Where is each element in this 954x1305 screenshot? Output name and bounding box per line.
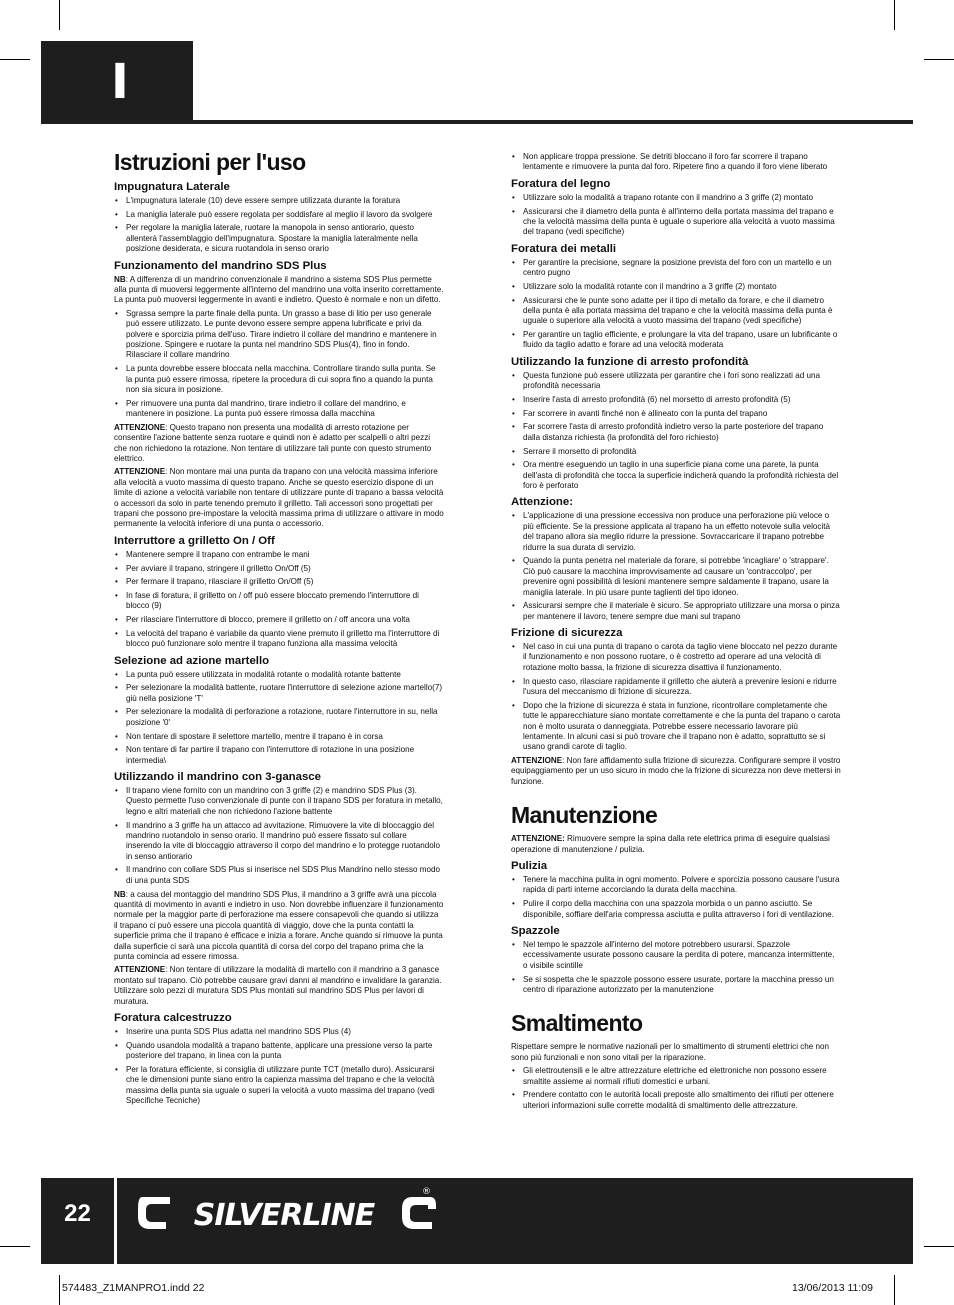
crop-mark [0,1246,30,1247]
list-frizione [511,642,841,753]
heading-pulizia: Pulizia [511,860,548,873]
heading-metalli: Foratura dei metalli [511,242,617,255]
heading-ganasce: Utilizzando il mandrino con 3-ganasce [114,771,321,784]
list-right-top [511,152,841,173]
list-smaltimento [511,1066,841,1111]
crop-mark [924,1246,954,1247]
list-item: • Assicurarsi che il diametro della punta è all'interno della portata massima del trapano e che la velocità massima della punta è uguale o superiore alla velocità a vuoto massima del trapano (vedi specifiche) [511,207,841,238]
list-ganasce [114,786,444,886]
list-item: • Il mandrino con collare SDS Plus si inserisce nel SDS Plus Mandrino nello stesso modo di una punta SDS [114,865,444,886]
list-item: • Per fermare il trapano, rilasciare il grilletto On/Off (5) [114,577,444,587]
list-profondita [511,371,841,492]
slug-filename: 574483_Z1MANPRO1.indd 22 [62,1282,205,1294]
list-item: • Tenere la macchina pulita in ogni momento. Polvere e sporcizia possono causare l'usura rapida di parti interne accorciando la durata della macchina. [511,875,841,896]
note-sds: NB: A differenza di un mandrino convenzionale il mandrino a sistema SDS Plus permette alla punta di muoversi leggermente all'interno del mandrino una volta inserito correttamente. La punta può muoversi leggermente in avanti e indietro. Questo è normale e non un difetto. [114,274,444,305]
section-title-smaltimento: Smaltimento [511,1010,643,1037]
warning-ganasce: ATTENZIONE: Non tentare di utilizzare la modalità di martello con il mandrino a 3 ganasce montato sul trapano. Ciò potrebbe causare gravi danni al mandrino e invalidare la garanzia. Utilizzare solo pezzi di muratura SDS Plus montati sul mandrino SDS Plus per lavori di muratura. [114,965,442,1006]
header-rule [41,120,913,124]
list-item: • Prendere contatto con le autorità locali preposte allo smaltimento dei rifiuti per ottenere ulteriori informazioni sulle corrette modalità di smaltimento delle attrezzature. [511,1090,841,1111]
list-attenzione [511,511,841,622]
list-metalli [511,258,841,351]
list-item: • Per avviare il trapano, stringere il grilletto On/Off (5) [114,564,444,574]
crop-mark [894,0,895,30]
crop-mark [59,1275,60,1305]
list-item: • Per selezionare la modalità di perforazione a rotazione, ruotare l'interruttore in su, nella posizione '0' [114,707,444,728]
crop-mark [59,0,60,30]
list-item: • Quando la punta penetra nel materiale da forare, si potrebbe 'incagliare' o 'strappare'. Ciò può causare la macchina improvvisamente ad causare un 'contraccolpo', per prevenire ogni possibilità di lesioni mantenere sempre saldamente il trapano, usare la maniglia laterale. In più usare punte taglienti del tipo idoneo. [511,556,841,598]
list-item: • Nel caso in cui una punta di trapano o carota da taglio viene bloccato nel pezzo durante il funzionamento e non possono ruotare, o è costretto ad operare ad una velocità di rotazione molto bassa, la frizione di sicurezza disattiva il funzionamento. [511,642,841,673]
language-tab: I [41,41,193,123]
list-item: • Utilizzare solo la modalità a trapano rotante con il mandrino a 3 griffe (2) montato [511,193,841,203]
list-calcestruzzo [114,1027,444,1106]
list-item: • Mantenere sempre il trapano con entrambe le mani [114,550,444,560]
heading-frizione: Frizione di sicurezza [511,627,623,640]
list-item: • La maniglia laterale può essere regolata per soddisfare al meglio il lavoro da svolgere [114,210,444,220]
list-item: • Non applicare troppa pressione. Se detriti bloccano il foro far scorrere il trapano lentamente e rimuovere la punta dal foro. Ripetere fino a quando il foro viene liberato [511,152,841,173]
list-selezione [114,670,444,766]
heading-spazzole: Spazzole [511,924,560,937]
silverline-logo [136,1185,436,1239]
section-title-istruzioni: Istruzioni per l'uso [114,149,306,175]
list-item: • Ora mentre eseguendo un taglio in una superficie piana come una parete, la punta dell'asta di profondità che tocca la superficie indicherà quando la profondità richiesta del foro è perforato [511,460,841,491]
list-item: • In questo caso, rilasciare rapidamente il grilletto che aiuterà a prevenire lesioni e ridurre l'usura del meccanismo di frizione di sicurezza. [511,677,841,698]
warning-frizione: ATTENZIONE: Non fare affidamento sulla frizione di sicurezza. Configurare sempre il vostro equipaggiamento per un uso sicuro in modo che la frizione di sicurezza non deve mettersi in funzione. [511,756,841,786]
right-column [511,152,841,1114]
list-item: • Gli elettroutensili e le altre attrezzature elettriche ed elettroniche non possono essere smaltite assieme ai normali rifiuti domestici e urbani. [511,1066,841,1087]
list-item: • Assicurarsi sempre che il materiale è sicuro. Se appropriato utilizzare una morsa o pinza per mantenere il lavoro, tenere sempre due mani sul trapano [511,601,841,622]
list-item: • Assicurarsi che le punte sono adatte per il tipo di metallo da forare, e che il diametro della punta è alla portata massima del trapano e che la velocità massima della punta è uguale o superiore alla velocità a vuoto massima del trapano (vedi specifiche) [511,296,841,327]
logo-left-hook [138,1197,170,1229]
list-item: • Per la foratura efficiente, si consiglia di utilizzare punte TCT (metallo duro). Assicurarsi che le dimensioni punte siano entro la capienza massima del trapano e che la velocità massima della punta sia uguale o superi la velocità a vuoto massima del trapano (vedi Specifiche Tecniche) [114,1065,444,1107]
heading-attenzione: Attenzione: [511,496,574,509]
list-impugnatura [114,196,444,255]
list-item: • Quando usandola modalità a trapano battente, applicare una pressione verso la parte posteriore del trapano, in linea con la punta [114,1041,444,1062]
heading-sds: Funzionamento del mandrino SDS Plus [114,259,327,272]
list-item: • Per rimuovere una punta dal mandrino, tirare indietro il collare del mandrino, e mantenere in posizione. La punta può essere rimossa dalla macchina [114,399,444,420]
list-spazzole [511,940,841,995]
slug-date: 13/06/2013 11:09 [792,1282,873,1294]
list-item: • Far scorrere in avanti finché non è allineato con la punta del trapano [511,409,841,419]
logo-registered-mark: ® [422,1187,431,1197]
section-title-manutenzione: Manutenzione [511,802,658,829]
list-item: • Per regolare la maniglia laterale, ruotare la manopola in senso antiorario, questo allenterà l'assemblaggio dell'impugnatura. Spostare la maniglia lateralmente nella posizione desiderata, e sicura ruotandola in senso orario [114,223,444,254]
list-item: • La punta può essere utilizzata in modalità rotante o modalità rotante battente [114,670,444,680]
crop-mark [894,1275,895,1305]
list-item: • Inserire l'asta di arresto profondità (6) nel morsetto di arresto profondità (5) [511,395,841,405]
logo-wordmark: SILVERLINE [193,1198,375,1233]
list-item: • Per garantire la precisione, segnare la posizione prevista del foro con un martello e un centro pugno [511,258,841,279]
list-item: • Pulire il corpo della macchina con una spazzola morbida o un panno asciutto. Se disponibile, soffiare dell'aria compressa asciutta e pulita attraverso i fori di ventilazione. [511,899,841,920]
list-item: • Non tentare di far partire il trapano con l'interruttore di rotazione in una posizione intermedia\ [114,745,444,766]
list-item: • Dopo che la frizione di sicurezza è stata in funzione, ricontrollare completamente che tutte le apparecchiature siano montate correttamente e che la punta del trapano o carota non è molto usurata o danneggiata. Potrebbe essere necessario lavorare più lentamente. In alcuni casi si può trovare che il trapano non è adatto, soprattutto se si usano grandi carote di taglio. [511,701,841,753]
list-item: • Far scorrere l'asta di arresto profondità indietro verso la parte posteriore del trapano dalla distanza richiesta (la profondità del foro richiesto) [511,422,841,443]
crop-mark [924,59,954,60]
list-item: • Non tentare di spostare il selettore martello, mentre il trapano è in corsa [114,732,444,742]
list-item: • Nel tempo le spazzole all'interno del motore potrebbero usurarsi. Spazzole eccessivamente usurate possono causare la perdita di potere, mancanza intermittente, o visibile scintille [511,940,841,971]
warning-manutenzione: ATTENZIONE: Rimuovere sempre la spina dalla rete elettrica prima di eseguire qualsiasi operazione di manutenzione / pulizia. [511,834,830,854]
warning-sds-1: ATTENZIONE: Questo trapano non presenta una modalità di arresto rotazione per consentire l'azione battente senza ruotare e quindi non è adatto per scalpelli o altri pezzi che non richiedono la rotazione. Non tentare di utilizzare tali punte con questo strumento elettrico. [114,422,432,464]
list-item: • Utilizzare solo la modalità rotante con il mandrino a 3 griffe (2) montato [511,282,841,292]
warning-sds-2: ATTENZIONE: Non montare mai una punta da trapano con una velocità massima inferiore alla velocità a vuoto massima di questo trapano. Anche se questo esercizio dispone di un limite di azione a velocità variabile non tentare di utilizzare punte di trapano a bassa velocità o accessori da solo in parte tenendo premuto il grilletto. Tali accessori sono progettati per trapani che possono pre-impostare la velocità massima prima di utilizzare o attivare in modo permanente la velocità inferiore di una punta o accessorio. [114,467,444,529]
intro-smaltimento: Rispettare sempre le normative nazionali per lo smaltimento di strumenti elettrici che non sono più funzionali e non sono vitali per la riparazione. [511,1042,830,1062]
list-item: • Inserire una punta SDS Plus adatta nel mandrino SDS Plus (4) [114,1027,444,1037]
note-ganasce: NB: a causa del montaggio del mandrino SDS Plus, il mandrino a 3 griffe avrà una piccola quantità di movimento in avanti e indietro in uso. Non dovrebbe influenzare il funzionamento normale per la maggior parte di perforazione ma essere consapevoli che quando si utilizza il trapano ci può essere una piccola quantità di viaggio, dove che la punta contatti la superficie prima che il trapano è efficace e inizia a forare. Anche quando si rimuove la punta dalla superficie ci sarà una piccola quantità di corsa del corpo del trapano prima che la punta comincia ad essere rimossa. [114,889,444,962]
heading-selezione: Selezione ad azione martello [114,654,270,667]
list-item: • La velocità del trapano è variabile da quanto viene premuto il grilletto ma l'interruttore di blocco può funzionare solo mentre il trapano funziona alla massima velocità [114,629,444,650]
list-sds [114,309,444,420]
list-item: • La punta dovrebbe essere bloccata nella macchina. Controllare tirando sulla punta. Se la punta può essere rimossa, ripetere la procedura di cui sopra fino a quando la punta non sia sicura in posizione. [114,364,444,395]
list-item: • Sgrassa sempre la parte finale della punta. Un grasso a base di litio per uso generale può essere utilizzato. Le punte devono essere sempre appena lubrificate e privi da polvere e sporcizia prima dell'uso. Tirare indietro il collare del mandrino e mantenere in posizione. Spingere e ruotare la punta nel mandrino SDS Plus(4), fino in fondo. Rilasciare il collare mandrino [114,309,444,361]
logo-right-hook [402,1197,436,1229]
footer-divider [114,1178,117,1264]
list-item: • Se si sospetta che le spazzole possono essere usurate, portare la macchina presso un centro di riparazione autorizzato per la manutenzione [511,975,841,996]
list-pulizia [511,875,841,920]
list-item: • Serrare il morsetto di profondità [511,447,841,457]
heading-profondita: Utilizzando la funzione di arresto profondità [511,355,749,368]
list-item: • Per garantire un taglio efficiente, e prolungare la vita del trapano, usare un lubrificante o fluido da taglio adatto e forare ad una velocità moderata [511,330,841,351]
list-legno [511,193,841,238]
list-item: • Per selezionare la modalità battente, ruotare l'interruttore di selezione azione martello(7) giù nella posizione 'T' [114,683,444,704]
heading-legno: Foratura del legno [511,177,611,190]
heading-calcestruzzo: Foratura calcestruzzo [114,1012,232,1025]
list-item: • Il mandrino a 3 griffe ha un attacco ad avvitazione. Rimuovere la vite di bloccaggio del mandrino ruotandolo in senso orario. Il mandrino può essere fissato sul collare inserendo la vite di bloccaggio attraverso il corpo del mandrino e lo protegge ruotandolo in senso antiorario [114,821,444,863]
list-item: • L'impugnatura laterale (10) deve essere sempre utilizzata durante la foratura [114,196,444,206]
heading-interruttore: Interruttore a grilletto On / Off [114,534,275,547]
list-item: • Per rilasciare l'interruttore di blocco, premere il grilletto on / off ancora una volta [114,615,444,625]
list-item: • Questa funzione può essere utilizzata per garantire che i fori sono realizzati ad una profondità necessaria [511,371,841,392]
heading-impugnatura: Impugnatura Laterale [114,181,230,193]
list-interruttore [114,550,444,650]
left-column [114,150,444,1110]
list-item: • Il trapano viene fornito con un mandrino con 3 griffe (2) e mandrino SDS Plus (3). Questo permette l'uso convenzionale di punte con il trapano SDS per foratura in metallo, legno e altri materiali che non richiedono l'azione battente [114,786,444,817]
crop-mark [0,59,30,60]
list-item: • In fase di foratura, il grilletto on / off può essere bloccato premendo l'interruttore di blocco (9) [114,591,444,612]
page-number: 22 [64,1200,91,1227]
list-item: • L'applicazione di una pressione eccessiva non produce una perforazione più veloce o più efficiente. Se la pressione applicata al trapano ha un effetto notevole sulla velocità del trapano allora sia meglio ridurre la pressione. Sovraccaricare il trapano potrebbe ridurre la sua durata di servizio. [511,511,841,553]
